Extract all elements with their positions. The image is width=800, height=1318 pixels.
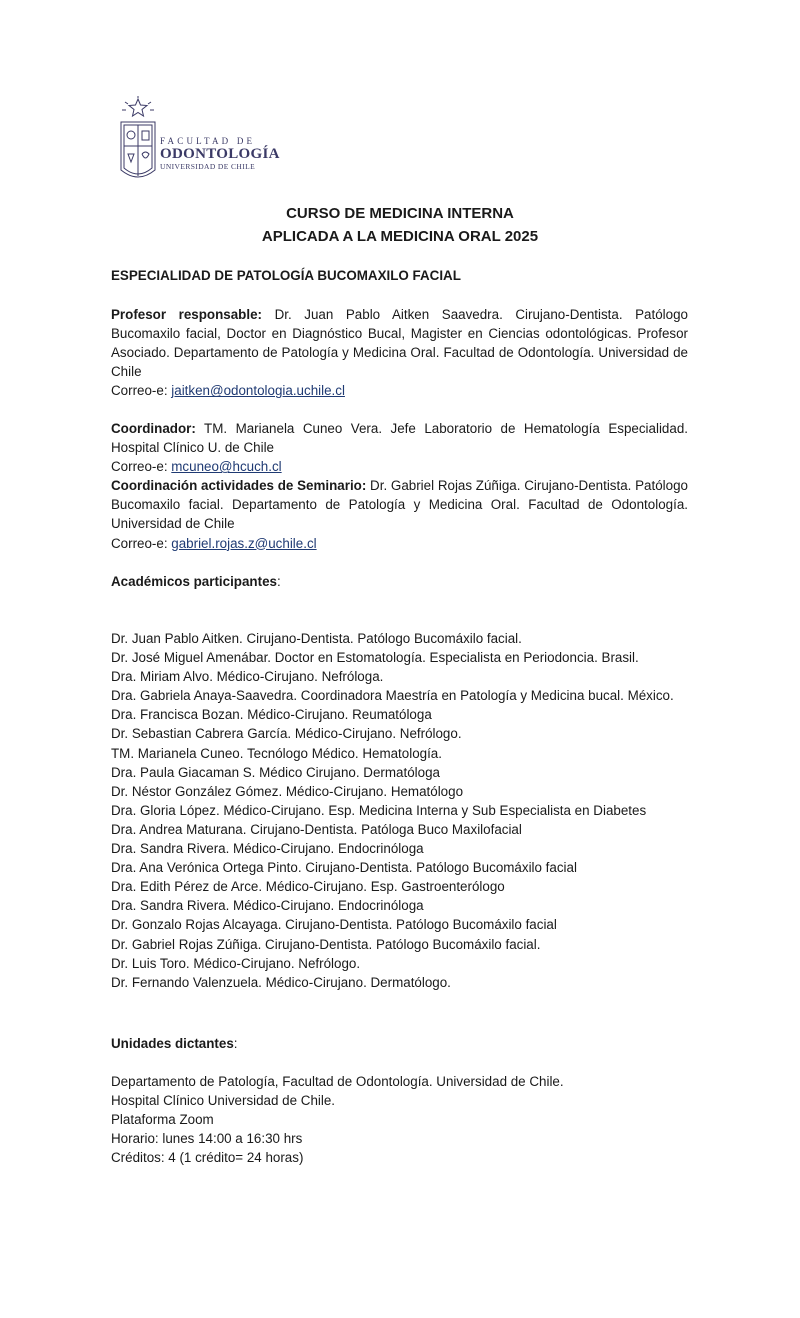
units-heading (111, 1034, 688, 1053)
list-item: Dra. Sandra Rivera. Médico-Cirujano. Endocrinóloga (111, 841, 424, 857)
list-item: Dra. Sandra Rivera. Médico-Cirujano. Endocrinóloga (111, 898, 424, 914)
units-heading-colon: : (233, 1036, 238, 1051)
units-list (111, 1072, 688, 1167)
list-item: Dra. Edith Pérez de Arce. Médico-Cirujano. Esp. Gastroenterólogo (111, 879, 505, 895)
professor-label: Profesor responsable: (111, 307, 262, 322)
list-item: Dr. Néstor González Gómez. Médico-Cirujano. Hematólogo (111, 783, 464, 799)
seminar-email-label: Correo-e: (111, 535, 172, 551)
list-item: TM. Marianela Cuneo. Tecnólogo Médico. Hematología. (111, 745, 442, 761)
logo-wordmark (160, 136, 280, 171)
list-item: Dra. Paula Giacaman S. Médico Cirujano. Dermatóloga (111, 764, 440, 780)
list-item: Dra. Francisca Bozan. Médico-Cirujano. Reumatóloga (111, 707, 432, 723)
coordinator-email-label: Correo-e: (111, 459, 172, 475)
coordinator-paragraph (111, 419, 688, 457)
coordinator-label: Coordinador: (111, 421, 196, 436)
list-item: Dra. Gabriela Anaya-Saavedra. Coordinadora Maestría en Patología y Medicina bucal. México. (111, 688, 674, 704)
coordination-section (111, 419, 688, 553)
units-heading-text: Unidades dictantes (111, 1036, 234, 1051)
unit-line: Créditos: 4 (1 crédito= 24 horas) (111, 1150, 304, 1166)
logo-line-3: UNIVERSIDAD DE CHILE (160, 162, 256, 171)
unit-line: Departamento de Patología, Facultad de Odontología. Universidad de Chile. (111, 1074, 564, 1089)
coordinator-text: TM. Marianela Cuneo Vera. Jefe Laboratorio de Hematología Especialidad. Hospital Clínico U. de Chile (111, 421, 688, 456)
course-title-line-1: CURSO DE MEDICINA INTERNA (286, 205, 514, 222)
list-item: Dr. Gabriel Rojas Zúñiga. Cirujano-Dentista. Patólogo Bucomáxilo facial. (111, 936, 541, 952)
list-item: Dr. José Miguel Amenábar. Doctor en Estomatología. Especialista en Periodoncia. Brasil. (111, 650, 639, 666)
participants-list (111, 629, 688, 992)
participants-heading (111, 572, 688, 591)
coordinator-email-line (111, 457, 688, 476)
coordinator-email-link[interactable]: mcuneo@hcuch.cl (171, 459, 282, 475)
logo-line-2: ODONTOLOGÍA (160, 146, 280, 162)
list-item: Dr. Luis Toro. Médico-Cirujano. Nefrólogo. (111, 955, 361, 971)
professor-section (111, 305, 688, 400)
participants-heading-text: Académicos participantes (111, 574, 277, 589)
professor-email-label: Correo-e: (111, 383, 172, 399)
unit-line: Plataforma Zoom (111, 1112, 214, 1128)
faculty-logo (116, 96, 280, 186)
list-item: Dra. Ana Verónica Ortega Pinto. Cirujano-Dentista. Patólogo Bucomáxilo facial (111, 860, 577, 876)
participants-heading-colon: : (276, 574, 281, 589)
logo-line-1: FACULTAD DE (160, 136, 256, 146)
unit-line: Hospital Clínico Universidad de Chile. (111, 1093, 336, 1109)
professor-email-link[interactable]: jaitken@odontologia.uchile.cl (171, 383, 345, 399)
seminar-email-line (111, 534, 688, 553)
seminar-paragraph (111, 476, 688, 533)
unit-line: Horario: lunes 14:00 a 16:30 hrs (111, 1131, 303, 1147)
list-item: Dra. Gloria López. Médico-Cirujano. Esp. Medicina Interna y Sub Especialista en Diabetes (111, 802, 647, 818)
list-item: Dr. Juan Pablo Aitken. Cirujano-Dentista. Patólogo Bucomáxilo facial. (111, 631, 522, 646)
professor-text: Dr. Juan Pablo Aitken Saavedra. Cirujano-Dentista. Patólogo Bucomaxilo facial, Doctor en Diagnóstico Bucal, Magister en Ciencias odontológicas. Profesor Asociado. Departamento de Patología y Medicina Oral. Facultad de Odontología. Universidad de Chile (111, 307, 688, 380)
professor-email-line (111, 381, 688, 400)
seminar-email-link[interactable]: gabriel.rojas.z@uchile.cl (171, 535, 317, 551)
list-item: Dr. Fernando Valenzuela. Médico-Cirujano. Dermatólogo. (111, 974, 451, 990)
professor-paragraph (111, 305, 688, 381)
list-item: Dra. Andrea Maturana. Cirujano-Dentista. Patóloga Buco Maxilofacial (111, 821, 522, 837)
seminar-label: Coordinación actividades de Seminario: (111, 478, 367, 494)
list-item: Dr. Gonzalo Rojas Alcayaga. Cirujano-Dentista. Patólogo Bucomáxilo facial (111, 917, 557, 933)
course-title-line-2: APLICADA A LA MEDICINA ORAL 2025 (261, 228, 539, 245)
seminar-text: Dr. Gabriel Rojas Zúñiga. Cirujano-Dentista. Patólogo Bucomaxilo facial. Departamento de Patología y Medicina Oral. Facultad de Odontología. Universidad de Chile (111, 478, 688, 532)
list-item: Dr. Sebastian Cabrera García. Médico-Cirujano. Nefrólogo. (111, 726, 462, 742)
university-shield-icon (116, 96, 160, 186)
list-item: Dra. Miriam Alvo. Médico-Cirujano. Nefróloga. (111, 669, 384, 685)
specialty-heading: ESPECIALIDAD DE PATOLOGÍA BUCOMAXILO FACIAL (111, 268, 461, 283)
